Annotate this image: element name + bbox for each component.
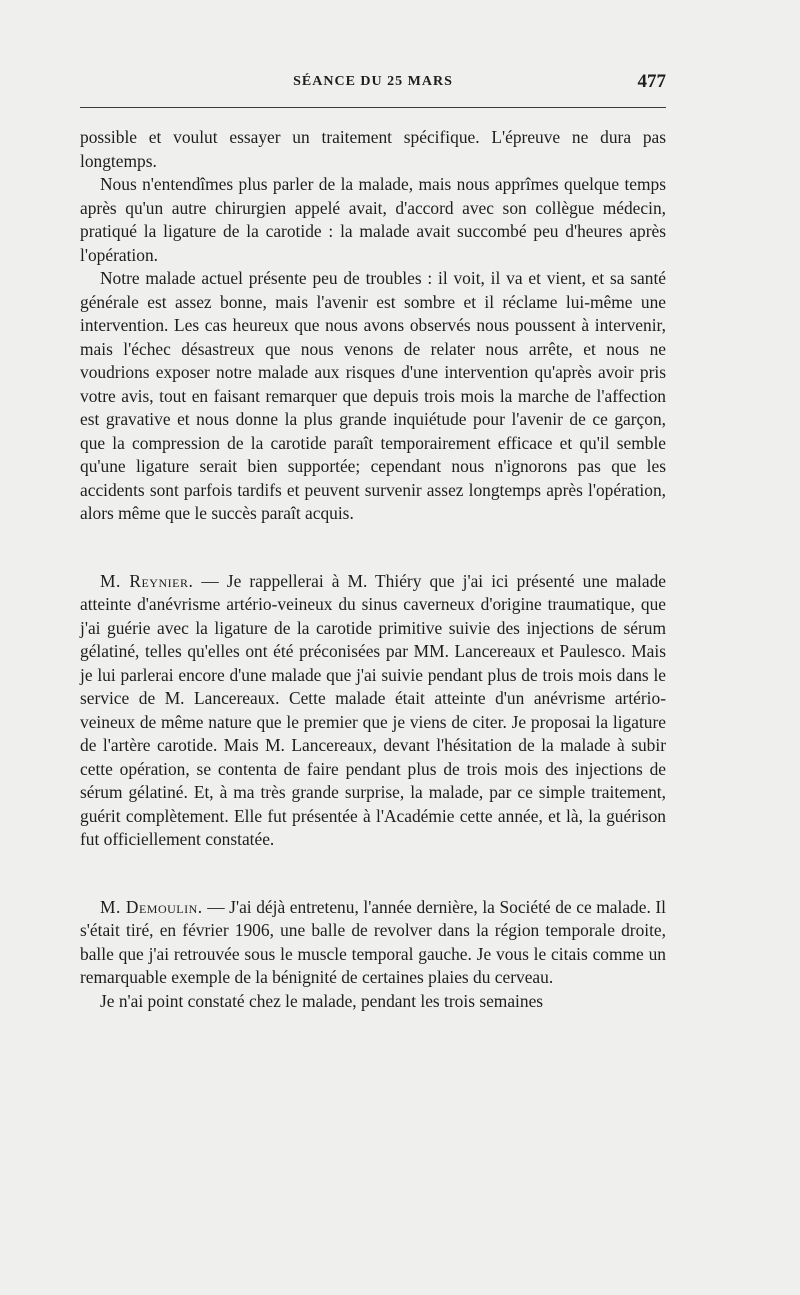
paragraph-demoulin (80, 896, 666, 990)
paragraph-ligature-report: Nous n'entendîmes plus parler de la malade, mais nous apprîmes quelque temps après qu'un autre chirurgien appelé avait, d'accord avec son collègue médecin, pratiqué la ligature de la carotide : la malade avait succombé peu d'heures après l'opération. (80, 174, 666, 265)
section-gap (80, 526, 666, 570)
reynier-remarks: — Je rappellerai à M. Thiéry que j'ai ici présenté une malade atteinte d'anévrisme artério-veineux du sinus caverneux d'origine traumatique, que j'ai guérie avec la ligature de la carotide primitive suivie des injections de sérum gélatiné, telles qu'elles ont été préconisées par MM. Lancereaux et Paulesco. Mais je lui parlerai encore d'une malade que j'ai suivie pendant plus de trois mois dans le service de M. Lancereaux. Cette malade était atteinte d'un anévrisme artério-veineux de même nature que le premier que je viens de citer. Je proposai la ligature de l'artère carotide. Mais M. Lancereaux, devant l'hésitation de la malade à subir cette opération, se contenta de faire pendant plus de trois mois des injections de sérum gélatiné. Et, à ma très grande surprise, la malade, par ce simple traitement, guérit complètement. Elle fut présentée à l'Académie cette année, et là, la guérison fut officiellement constatée. (80, 570, 666, 849)
paragraph-continued: possible et voulut essayer un traitement spécifique. L'épreuve ne dura pas longtemps. (80, 127, 666, 171)
paragraph-final-line: Je n'ai point constaté chez le malade, pendant les trois semaines (100, 990, 544, 1011)
page-number: 477 (637, 71, 666, 92)
section-gap (80, 852, 666, 896)
paragraph-current-patient: Notre malade actuel présente peu de troubles : il voit, il va et vient, et sa santé générale est assez bonne, mais l'avenir est sombre et il réclame lui-même une intervention. Les cas heureux que nous avons observés nous poussent à intervenir, mais l'échec désastreux que nous venons de relater nous arrête, et nous ne voudrions exposer notre malade aux risques d'une intervention qu'après avoir pris votre avis, tout en faisant remarquer que depuis trois mois la marche de l'affection est gravative et nous donne la plus grande inquiétude pour l'avenir de ce garçon, que la compression de la carotide paraît temporairement efficace et qu'il semble qu'une ligature serait bien supportée; cependant nous n'ignorons pas que les accidents sont parfois tardifs et peuvent survenir assez longtemps après l'opération, alors même que le succès paraît acquis. (80, 268, 666, 523)
paragraph-reynier (80, 570, 666, 852)
page-header (80, 72, 666, 102)
demoulin-remarks: — J'ai déjà entretenu, l'année dernière, la Société de ce malade. Il s'était tiré, en février 1906, une balle de revolver dans la région temporale droite, balle que j'ai retrouvée sous le muscle temporal gauche. Je vous le citais comme un remarquable exemple de la bénignité de certaines plaies du cerveau. (80, 896, 666, 987)
header-rule (80, 107, 666, 108)
speaker-demoulin: M. Demoulin. (100, 896, 203, 917)
running-title: SÉANCE DU 25 MARS (293, 74, 453, 89)
speaker-reynier: M. Reynier. (100, 570, 194, 591)
body-text (80, 126, 666, 1013)
